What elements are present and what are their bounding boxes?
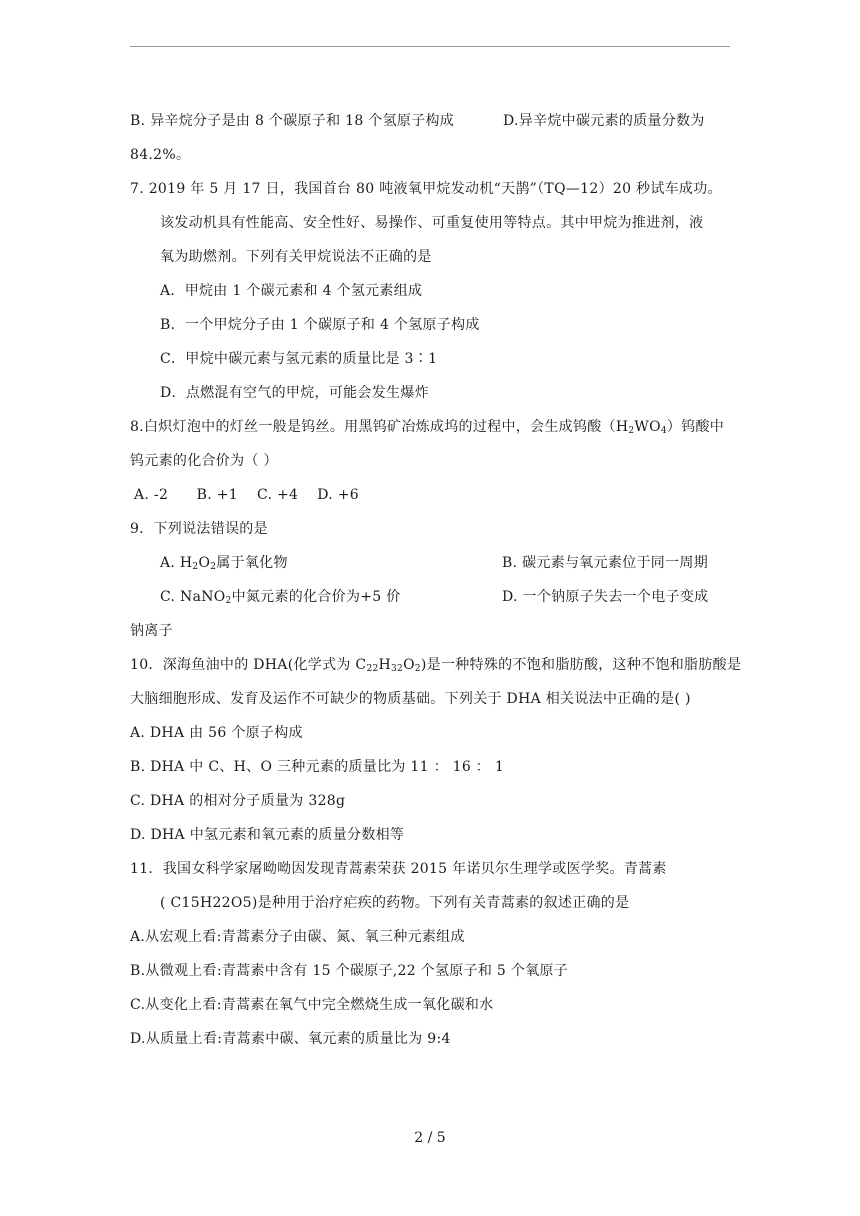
q6-option-b: B. 异辛烷分子是由 8 个碳原子和 18 个氢原子构成 xyxy=(130,113,455,129)
q8-options: A. -2 B. +1 C. +4 D. +6 xyxy=(134,487,359,503)
header-rule xyxy=(130,46,730,47)
q6-option-d: D.异辛烷中碳元素的质量分数为 xyxy=(503,113,705,129)
q9-option-a: A. $H_2O_2$属于氧化物 xyxy=(160,555,288,572)
q7-stem-line3: 氧为助燃剂。下列有关甲烷说法不正确的是 xyxy=(160,249,432,265)
q9-option-b: B. 碳元素与氧元素位于同一周期 xyxy=(502,555,708,571)
q8-stem-line2: 钨元素的化合价为（ ） xyxy=(130,453,278,469)
q9-option-c: C. NaNO$_2$中氮元素的化合价为+5 价 xyxy=(160,589,401,606)
q10-option-a: A. DHA 由 56 个原子构成 xyxy=(130,725,303,741)
q7-option-a: A．甲烷由 1 个碳元素和 4 个氢元素组成 xyxy=(160,283,423,299)
q10-option-b: B. DHA 中 C、H、O 三种元素的质量比为 11 ： 16 ： 1 xyxy=(130,759,505,775)
q8-stem-line1: 8.白炽灯泡中的灯丝一般是钨丝。用黑钨矿冶炼成坞的过程中，会生成钨酸$(H_2WO_4)$钨酸中 xyxy=(130,419,725,436)
q11-option-a: A.从宏观上看:青蒿素分子由碳、氮、氧三种元素组成 xyxy=(130,929,465,945)
q10-stem-line1: 10．深海鱼油中的 DHA(化学式为 $C_{22}H_{32}O_2$)是一种特殊的不饱和脂肪酸，这种不饱和脂肪酸是 xyxy=(130,657,742,674)
q11-stem-line2: ( C15H22O5)是种用于治疗疟疾的药物。下列有关青蒿素的叙述正确的是 xyxy=(160,895,630,911)
q11-stem-line1: 11．我国女科学家屠呦呦因发现青蒿素荣获 2015 年诺贝尔生理学或医学奖。青蒿素 xyxy=(130,861,667,877)
q10-option-c: C. DHA 的相对分子质量为 328g xyxy=(130,793,346,809)
q7-option-b: B．一个甲烷分子由 1 个碳原子和 4 个氢原子构成 xyxy=(160,317,480,333)
q6-option-d-cont: 84.2%。 xyxy=(130,147,191,163)
q9-option-d-cont: 钠离子 xyxy=(130,623,173,639)
q11-option-d: D.从质量上看:青蒿素中碳、氧元素的质量比为 9:4 xyxy=(130,1031,451,1047)
page-number: 2 / 5 xyxy=(414,1130,446,1146)
q7-option-c: C．甲烷中碳元素与氢元素的质量比是 3∶1 xyxy=(160,351,438,367)
q11-option-c: C.从变化上看:青蒿素在氧气中完全燃烧生成一氧化碳和水 xyxy=(130,997,494,1013)
q9-option-d: D. 一个钠原子失去一个电子变成 xyxy=(502,589,709,605)
q10-option-d: D. DHA 中氢元素和氧元素的质量分数相等 xyxy=(130,827,405,843)
q10-stem-line2: 大脑细胞形成、发育及运作不可缺少的物质基础。下列关于 DHA 相关说法中正确的是( ) xyxy=(130,691,691,707)
q7-stem-line2: 该发动机具有性能高、安全性好、易操作、可重复使用等特点。其中甲烷为推进剂，液 xyxy=(160,215,704,231)
q9-stem: 9．下列说法错误的是 xyxy=(130,521,268,537)
q11-option-b: B.从微观上看:青蒿素中含有 15 个碳原子,22 个氢原子和 5 个氧原子 xyxy=(130,963,569,979)
q7-stem-line1: 7. 2019 年 5 月 17 日，我国首台 80 吨液氧甲烷发动机“天鹊”（TQ—12）20 秒试车成功。 xyxy=(130,181,722,197)
q7-option-d: D．点燃混有空气的甲烷，可能会发生爆炸 xyxy=(160,385,429,401)
